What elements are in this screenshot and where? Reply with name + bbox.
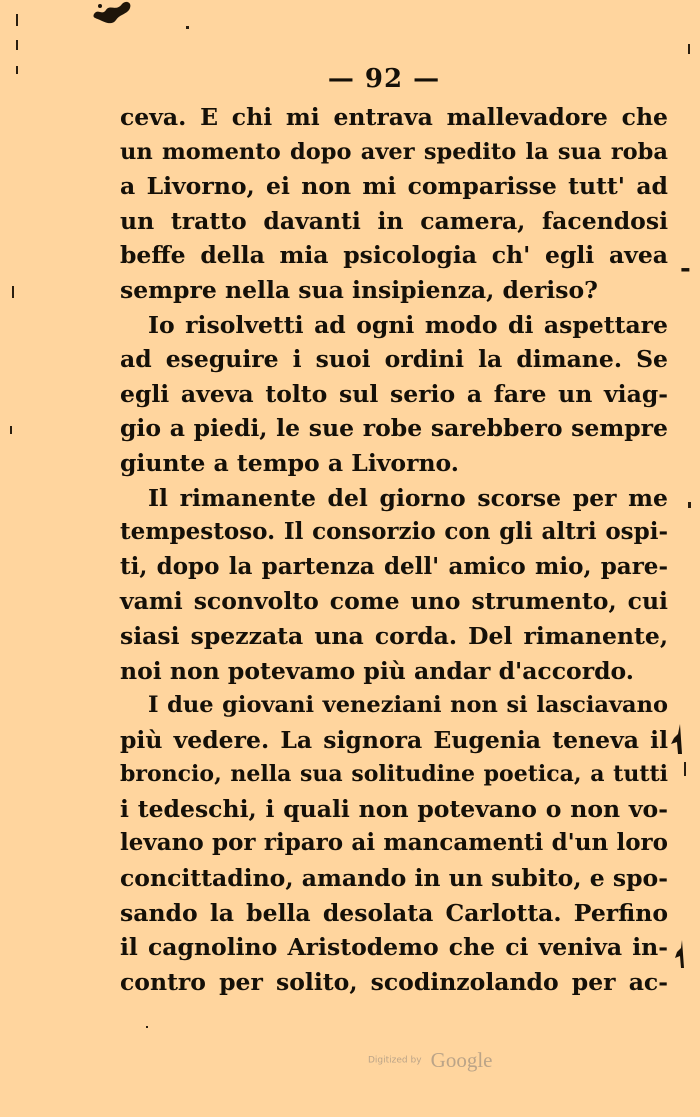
watermark-small-text: Digitized by [368, 1055, 422, 1066]
text-line: concittadino, amando in un subito, e spo- [120, 864, 668, 893]
margin-speck [684, 762, 686, 776]
text-line: sando la bella desolata Carlotta. Perfino [120, 898, 668, 927]
text-line: noi non potevamo più andar d'accordo. [120, 656, 634, 685]
margin-speck [16, 14, 18, 26]
body-text [120, 100, 668, 999]
text-line: giunte a tempo a Livorno. [120, 448, 459, 477]
text-line: gio a piedi, le sue robe sarebbero sempre [120, 414, 668, 443]
margin-speck [688, 502, 691, 508]
margin-speck [186, 26, 189, 29]
text-line: un tratto davanti in camera, facendosi [120, 206, 668, 235]
text-line: a Livorno, ei non mi comparisse tutt' ad [120, 172, 668, 201]
text-line: Io risolvetti ad ogni modo di aspettare [148, 310, 668, 339]
margin-speck [146, 1026, 148, 1028]
text-line: tempestoso. Il consorzio con gli altri ospi- [120, 518, 668, 546]
google-logo: Google [430, 1048, 493, 1072]
text-line: un momento dopo aver spedito la sua roba [120, 138, 668, 165]
text-line: beffe della mia psicologia ch' egli avea [120, 241, 668, 270]
text-line: sempre nella sua insipienza, deriso? [120, 275, 598, 304]
page-number: — 92 — [327, 64, 441, 94]
margin-flag-icon [670, 724, 684, 754]
margin-speck [688, 44, 690, 54]
text-line: ceva. E chi mi entrava mallevadore che [120, 103, 668, 131]
text-line: più vedere. La signora Eugenia teneva il [120, 725, 668, 754]
text-line: il cagnolino Aristodemo che ci veniva in- [120, 933, 668, 962]
text-line: contro per solito, scodinzolando per ac- [120, 967, 668, 996]
text-line: ad eseguire i suoi ordini la dimane. Se [120, 345, 668, 374]
text-line: levano por riparo ai mancamenti d'un loro [120, 829, 668, 857]
digitized-by-google-watermark [368, 1048, 492, 1073]
margin-flag-icon [674, 940, 686, 968]
ink-stain-icon [92, 0, 134, 26]
text-line: siasi spezzata una corda. Del rimanente, [120, 621, 668, 650]
text-line: egli aveva tolto sul serio a fare un viag- [120, 379, 668, 408]
text-line: i tedeschi, i quali non potevano o non vo- [120, 794, 668, 823]
text-line: Il rimanente del giorno scorse per me [148, 483, 668, 512]
margin-speck [12, 286, 14, 298]
margin-speck [16, 40, 18, 50]
margin-speck [10, 426, 12, 434]
margin-hyphen: - [680, 254, 691, 284]
text-line: ti, dopo la partenza dell' amico mio, pare- [120, 552, 668, 580]
text-line: broncio, nella sua solitudine poetica, a tutti [120, 761, 668, 788]
text-line: vami sconvolto come uno strumento, cui [120, 587, 668, 616]
text-line: I due giovani veneziani non si lasciavano [148, 692, 668, 719]
